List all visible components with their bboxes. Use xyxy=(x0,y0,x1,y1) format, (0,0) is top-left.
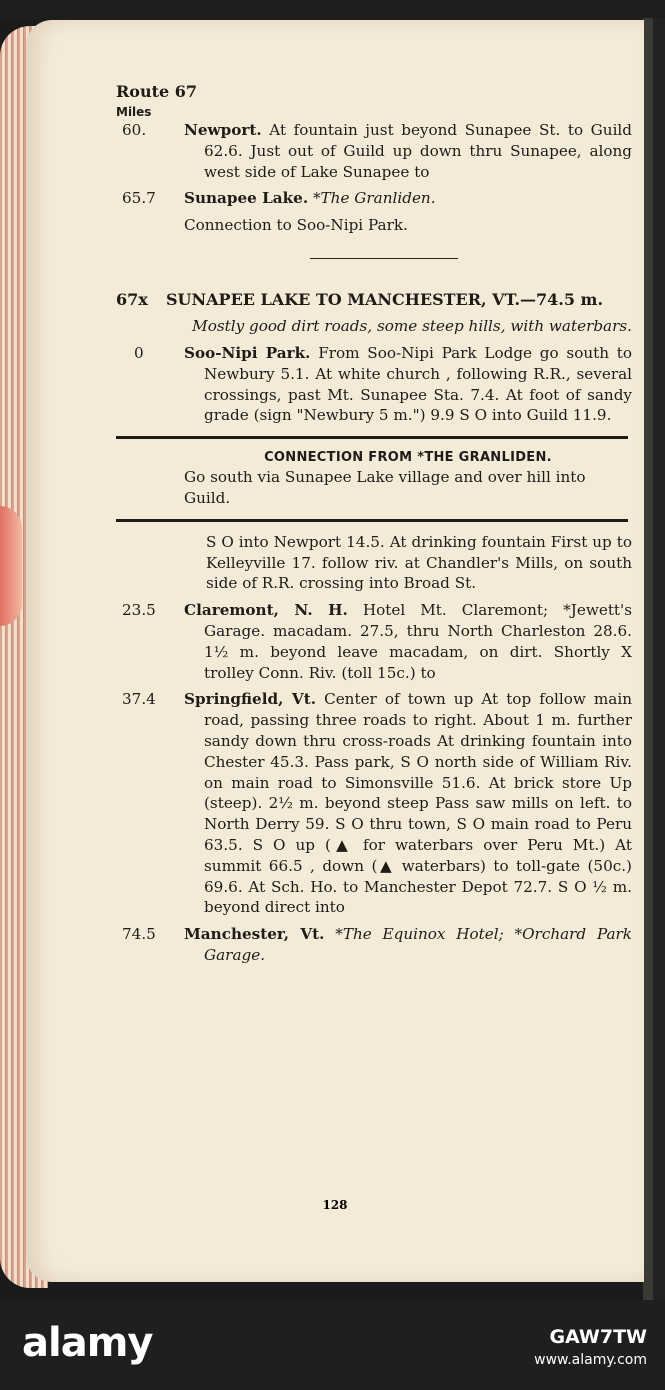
route-header: Route 67 xyxy=(116,82,198,101)
entry-place: Springfield, Vt. xyxy=(184,690,317,709)
page-content xyxy=(116,82,632,966)
entry-text: *The Granliden. xyxy=(312,189,436,208)
entry-mile: 23.5 xyxy=(122,601,156,620)
entry-springfield xyxy=(116,689,632,918)
entry-mile: 60. xyxy=(122,121,147,139)
route-title-text: SUNAPEE LAKE TO MANCHESTER, VT.—74.5 m. xyxy=(166,289,604,309)
entry-claremont xyxy=(116,600,632,683)
entry-mile: 37.4 xyxy=(122,690,156,709)
entry-newport xyxy=(116,120,632,182)
entry-place: Claremont, N. H. xyxy=(184,601,348,620)
watermark-brand: alamy xyxy=(22,1320,153,1366)
entry-soo-nipi xyxy=(116,343,632,426)
entry-place: Sunapee Lake. xyxy=(184,189,309,208)
entry-text: Hotel Mt. Claremont; *Jewett's Garage. macadam. 27.5, thru North Charleston 28.6. 1½ m. beyond leave macadam, on dirt. Shortly X trolley Conn. Riv. (toll 15c.) to xyxy=(204,601,632,682)
entry-place: Newport. xyxy=(184,121,262,139)
connection-body: Go south via Sunapee Lake village and over hill into Guild. xyxy=(184,468,586,507)
entry-mile: 65.7 xyxy=(122,189,156,208)
continuation-text: S O into Newport 14.5. At drinking fountain First up to Kelleyville 17. follow riv. at Chandler's Mills, on south side of R.R. crossing into Broad St. xyxy=(206,532,632,593)
binding-strip xyxy=(643,18,665,1300)
heavy-rule-top xyxy=(116,436,628,439)
entry-mile: 0 xyxy=(134,343,144,362)
entry-place: Manchester, Vt. xyxy=(184,925,325,944)
connection-heading: CONNECTION FROM *THE GRANLIDEN. xyxy=(264,450,552,466)
scan-top-border xyxy=(0,0,665,20)
watermark-url: www.alamy.com xyxy=(534,1352,647,1368)
entry-note: Connection to Soo-Nipi Park. xyxy=(184,216,408,235)
thumb-index-tab xyxy=(0,506,22,626)
entry-text: Center of town up At top follow main road, passing three roads to right. About 1 m. further sandy down thru cross-roads At drinking fountain into Chester 45.3. Pass park, S O north side of William Riv. on main road to Simonsville 51.6. At brick store Up (steep). 2½ m. beyond steep Pass saw mills on left. to North Derry 59. S O thru town, S O main road to Peru 63.5. S O up (▲ for waterbars over Peru Mt.) At summit 66.5 , down (▲ waterbars) to toll-gate (50c.) 69.6. At Sch. Ho. to Manchester Depot 72.7. S O ½ m. beyond direct into xyxy=(204,690,633,917)
heavy-rule-bottom xyxy=(116,519,628,522)
connection-box xyxy=(116,449,632,509)
watermark-code: GAW7TW xyxy=(549,1326,647,1348)
miles-column-label: Miles xyxy=(116,105,152,119)
entry-manchester xyxy=(116,924,632,966)
entry-text: *The Equinox Hotel; *Orchard Park Garage. xyxy=(204,925,632,964)
section-divider xyxy=(310,258,458,259)
entry-place: Soo-Nipi Park. xyxy=(184,343,311,362)
route-number: 67x xyxy=(116,289,148,309)
entry-sunapee-lake xyxy=(116,188,632,236)
page-number: 128 xyxy=(322,1198,348,1212)
entry-text: At fountain just beyond Sunapee St. to Guild 62.6. Just out of Guild up down thru Sunapee, along west side of Lake Sunapee to xyxy=(204,121,633,181)
entry-text: From Soo-Nipi Park Lodge go south to Newbury 5.1. At white church , following R.R., several crossings, past Mt. Sunapee Sta. 7.4. At foot of sandy grade (sign "Newbury 5 m.") 9.9 S O into Guild 11.9. xyxy=(204,343,633,425)
entry-mile: 74.5 xyxy=(122,925,156,944)
book-page xyxy=(26,20,644,1282)
route-subtitle: Mostly good dirt roads, some steep hills, with waterbars. xyxy=(192,316,632,335)
route-title xyxy=(116,289,632,311)
